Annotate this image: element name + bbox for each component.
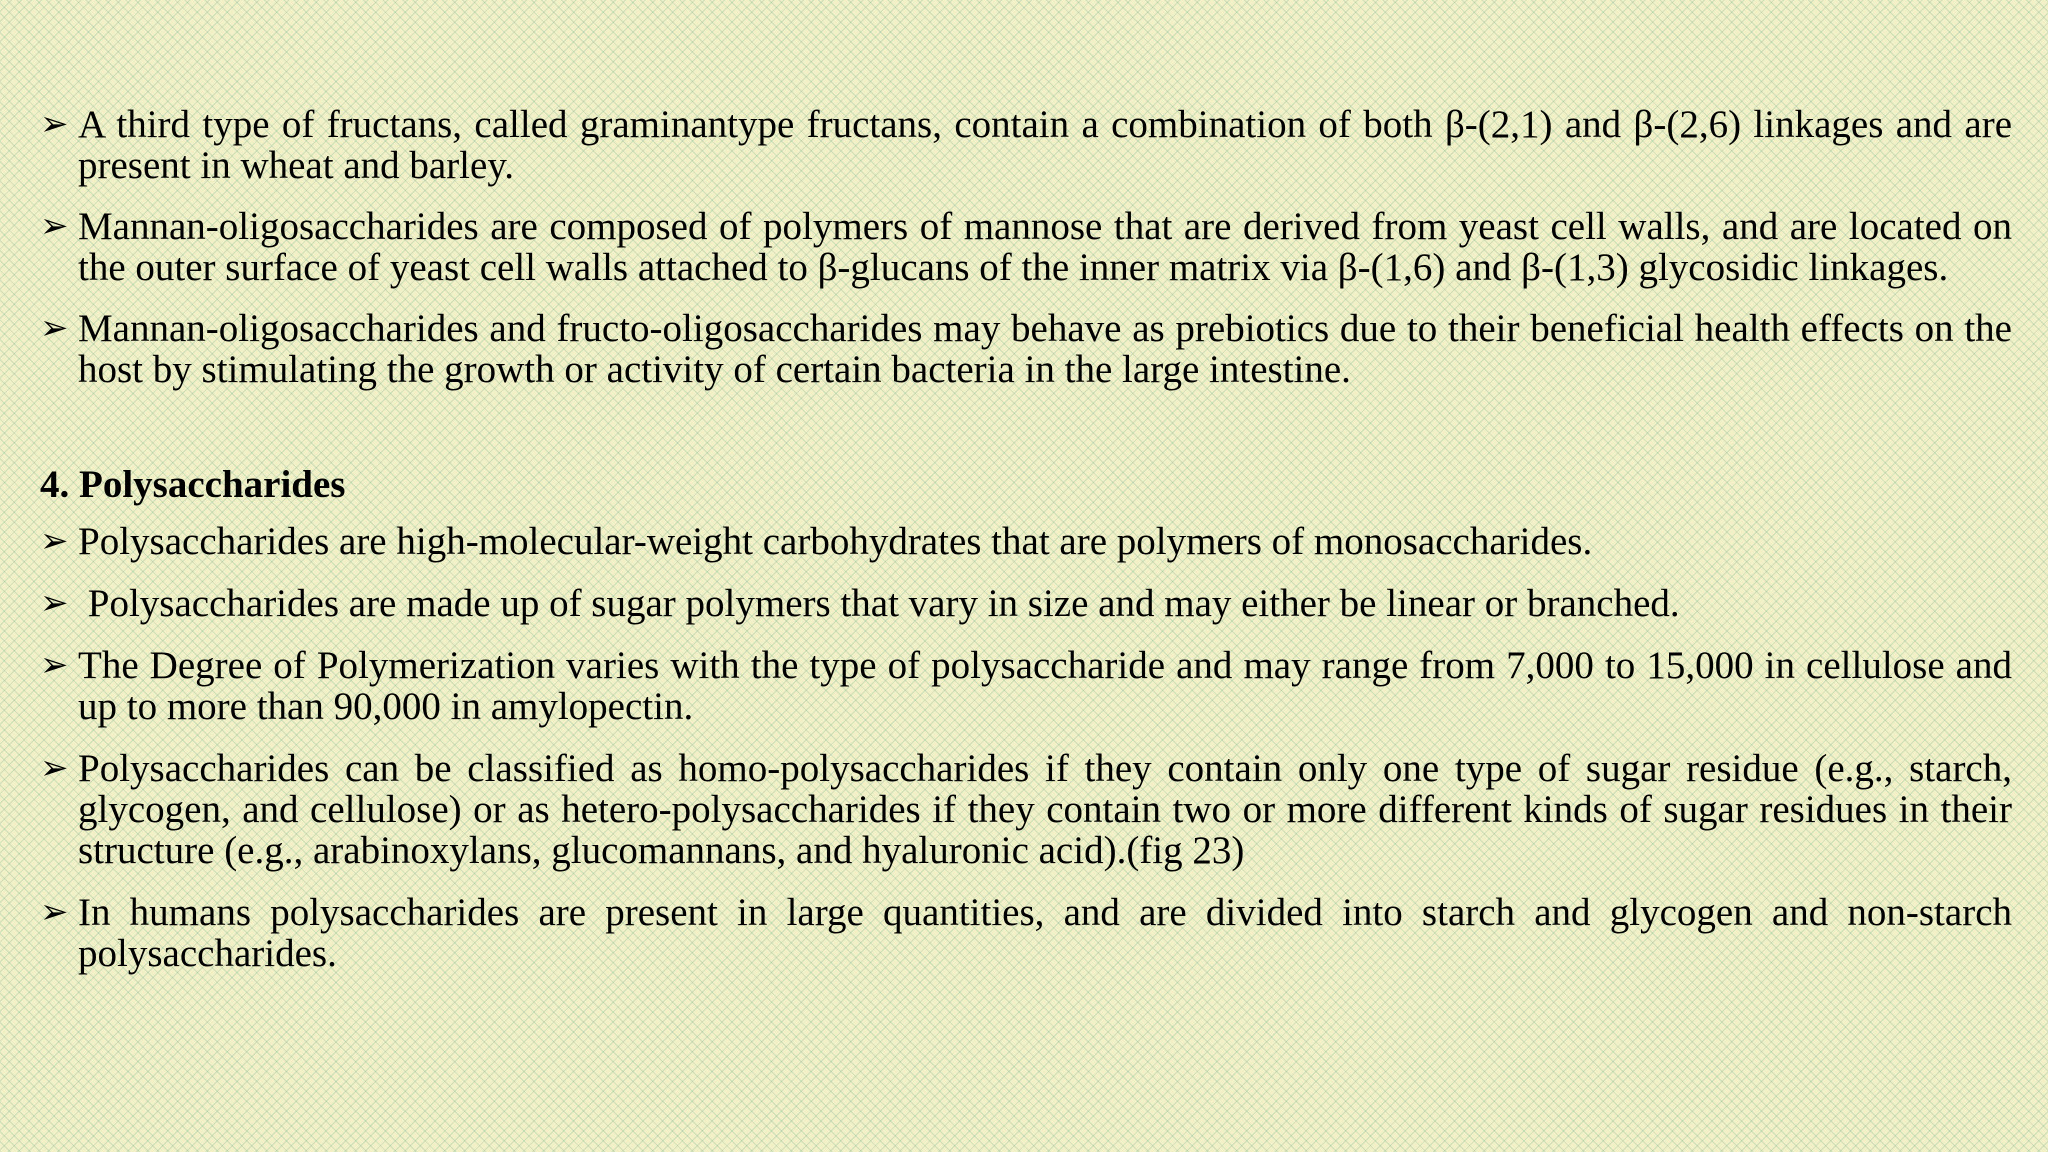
list-item — [40, 308, 2012, 390]
bullet-text: In humans polysaccharides are present in large quantities, and are divided into starch and glycogen and non-starch polysaccharides. — [78, 891, 2012, 975]
slide-content — [40, 104, 2012, 995]
list-item — [40, 892, 2012, 974]
arrow-bullet-icon: ➢ — [40, 894, 69, 931]
list-item — [40, 645, 2012, 727]
list-item — [40, 104, 2012, 186]
bullet-text: The Degree of Polymerization varies with the type of polysaccharide and may range from 7,000 to 15,000 in cellulose and up to more than 90,000 in amylopectin. — [78, 644, 2012, 728]
bullet-text: Mannan-oligosaccharides are composed of polymers of mannose that are derived from yeast cell walls, and are located on the outer surface of yeast cell walls attached to β-glucans of the inner matrix via β-(1,6) and β-(1,3) glycosidic linkages. — [78, 205, 2012, 289]
arrow-bullet-icon: ➢ — [40, 585, 69, 622]
arrow-bullet-icon: ➢ — [40, 750, 69, 787]
bullet-text: Mannan-oligosaccharides and fructo-oligosaccharides may behave as prebiotics due to their beneficial health effects on the host by stimulating the growth or activity of certain bacteria in the large intestine. — [78, 307, 2012, 391]
list-item — [40, 748, 2012, 871]
bullet-text: Polysaccharides are high-molecular-weight carbohydrates that are polymers of monosaccharides. — [78, 520, 1593, 563]
list-item — [40, 206, 2012, 288]
list-item — [40, 521, 2012, 562]
bullet-text: Polysaccharides can be classified as homo-polysaccharides if they contain only one type of sugar residue (e.g., starch, glycogen, and cellulose) or as hetero-polysaccharides if they contain two or more different kinds of sugar residues in their structure (e.g., arabinoxylans, glucomannans, and hyaluronic acid).(fig 23) — [78, 747, 2012, 872]
arrow-bullet-icon: ➢ — [40, 106, 69, 143]
intro-bullet-list — [40, 104, 2012, 390]
arrow-bullet-icon: ➢ — [40, 310, 69, 347]
bullet-text: A third type of fructans, called graminantype fructans, contain a combination of both β-(2,1) and β-(2,6) linkages and are present in wheat and barley. — [78, 103, 2013, 187]
arrow-bullet-icon: ➢ — [40, 647, 69, 684]
polysaccharides-bullet-list — [40, 521, 2012, 974]
section-heading: 4. Polysaccharides — [40, 463, 346, 506]
list-item — [40, 583, 2012, 624]
bullet-text: Polysaccharides are made up of sugar polymers that vary in size and may either be linear or branched. — [78, 582, 1680, 625]
arrow-bullet-icon: ➢ — [40, 523, 69, 560]
arrow-bullet-icon: ➢ — [40, 208, 69, 245]
